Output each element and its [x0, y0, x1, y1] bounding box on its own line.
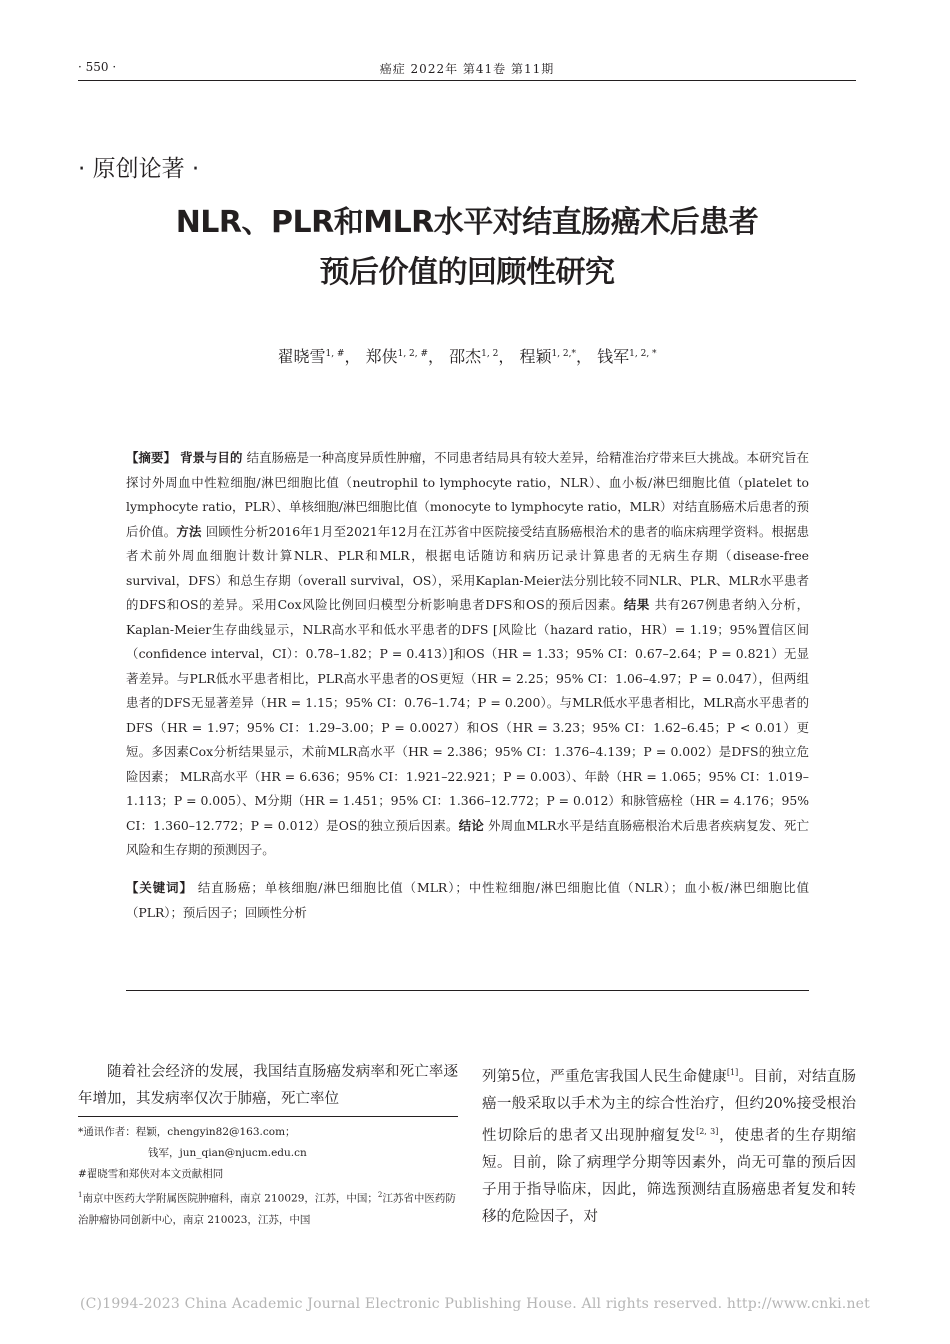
author-separator: ， — [344, 347, 361, 366]
citation: [2, 3] — [696, 1127, 719, 1136]
article-title — [78, 198, 856, 298]
body-text: 列第5位，严重危害我国人民生命健康 — [482, 1069, 727, 1085]
author-separator: ， — [576, 347, 593, 366]
author-separator: ， — [498, 347, 515, 366]
header-rule — [78, 80, 856, 81]
abstract-divider — [126, 990, 809, 991]
affiliations — [78, 1185, 458, 1231]
section-label: · 原创论著 · — [78, 156, 200, 182]
citation: [1] — [726, 1068, 739, 1077]
methods-label: 方法 — [176, 523, 202, 539]
author-affiliation: 1, 2, # — [397, 349, 429, 359]
affiliation-1: 南京中医药大学附属医院肿瘤科，南京 210029，江苏，中国； — [82, 1192, 378, 1205]
results-label: 结果 — [623, 597, 650, 612]
author-affiliation: 1, 2,* — [551, 349, 577, 359]
running-header — [78, 60, 856, 80]
body-text: ，使患者的生存期缩短。目前，除了病理学分期等因素外，尚无可靠的预后因子用于指导临床，因此，筛选预测结直肠癌患者复发和转移的危险因子，对 — [482, 1128, 857, 1225]
author-name: 钱军 — [597, 347, 630, 366]
corresponding-label: *通讯作者： — [78, 1126, 136, 1138]
affiliation-mark: 1 — [78, 1191, 83, 1199]
equal-contribution-text: #翟晓雪和郑侠对本文贡献相同 — [78, 1168, 224, 1180]
abstract-label: 【摘要】 — [126, 450, 176, 465]
author-list — [78, 344, 856, 367]
results-text: 共有267例患者纳入分析，Kaplan-Meier生存曲线显示，NLR高水平和低水平患者的DFS [风险比（hazard ratio，HR）= 1.19；95%置信区间（confidence interval，CI）：0.78–1.82；P = 0.413）]和OS（HR = 1.33；95% CI：0.67–2.64；P = 0.821）无显著差异。与PLR低水平患者相比，PLR高水平患者的OS更短（HR = 2.25；95% CI：1.06–4.97；P = 0.047），但两组患者的DFS无显著差异（HR = 1.15；95% CI：0.76–1.74；P = 0.200）。与MLR低水平患者相比，MLR高水平患者的DFS（HR = 1.97；95% CI：1.29–3.00；P = 0.0027）和OS（HR = 3.23；95% CI：1.62–6.45；P < 0.01）更短。多因素Cox分析结果显示，术前MLR高水平（HR = 2.386；95% CI：1.376–4.139；P = 0.002）是DFS的独立危险因素； MLR高水平（HR = 6.636；95% CI：1.921–22.921；P = 0.003）、年龄（HR = 1.065；95% CI：1.019–1.113；P = 0.005）、M分期（HR = 1.451；95% CI：1.366–12.772；P = 0.012）和脉管癌栓（HR = 4.176；95% CI：1.360–12.772；P = 0.012）是OS的独立预后因素。 — [126, 597, 809, 833]
corresponding-authors — [78, 1122, 458, 1164]
copyright-watermark: (C)1994-2023 China Academic Journal Electronic Publishing House. All rights reserved. http://www.cnki.net — [79, 1296, 870, 1312]
corresponding-author-1: 程颖，chengyin82@163.com； — [135, 1126, 296, 1138]
author-affiliation: 1, 2 — [481, 349, 499, 359]
page-number: · 550 · — [78, 60, 117, 74]
title-line-2: 预后价值的回顾性研究 — [319, 255, 615, 290]
author-name: 邵杰 — [449, 347, 482, 366]
equal-contribution-note — [78, 1164, 458, 1185]
body-text: 。目前，对结直肠癌一般采取以手术为主的综合性治疗，但约20%接受根治性切除后的患者又出现肿瘤复发 — [482, 1069, 856, 1144]
author-name: 翟晓雪 — [277, 347, 326, 366]
background-label: 背景与目的 — [180, 450, 243, 465]
keywords — [126, 876, 809, 925]
background-text: 结直肠癌是一种高度异质性肿瘤，不同患者结局具有较大差异，给精准治疗带来巨大挑战。本研究旨在探讨外周血中性粒细胞/淋巴细胞比值（neutrophil to lymphocyte ratio，NLR）、血小板/淋巴细胞比值（platelet to lymphocyte ratio，PLR）、单核细胞/淋巴细胞比值（monocyte to lymphocyte ratio，MLR）对结直肠癌术后患者的预后价值。 — [126, 450, 810, 539]
author-name: 郑侠 — [365, 347, 398, 366]
conclusion-label: 结论 — [458, 817, 484, 833]
footnote-rule — [78, 1116, 458, 1117]
body-column-right — [482, 1059, 856, 1231]
keywords-label: 【关键词】 — [126, 880, 193, 895]
affiliation-2: 江苏省中医药防治肿瘤协同创新中心，南京 210023，江苏，中国 — [78, 1192, 456, 1226]
abstract — [126, 446, 809, 863]
author-separator: ， — [428, 347, 445, 366]
author-name: 程颖 — [519, 347, 552, 366]
author-affiliation: 1, 2, * — [629, 349, 657, 359]
body-column-left — [78, 1059, 458, 1113]
keywords-text: 结直肠癌；单核细胞/淋巴细胞比值（MLR）；中性粒细胞/淋巴细胞比值（NLR）；血小板/淋巴细胞比值（PLR）；预后因子；回顾性分析 — [126, 880, 809, 920]
author-affiliation: 1, # — [325, 349, 345, 359]
body-paragraph — [482, 1059, 856, 1231]
title-line-1: NLR、PLR和MLR水平对结直肠癌术后患者 — [175, 205, 759, 240]
affiliation-mark: 2 — [377, 1191, 383, 1199]
methods-text: 回顾性分析2016年1月至2021年12月在江苏省中医院接受结直肠癌根治术的患者的临床病理学资料。根据患者术前外周血细胞计数计算NLR、PLR和MLR，根据电话随访和病历记录计算患者的无病生存期（disease-free survival，DFS）和总生存期（overall survival，OS），采用Kaplan-Meier法分别比较不同NLR、PLR、MLR水平患者的DFS和OS的差异。采用Cox风险比例回归模型分析影响患者DFS和OS的预后因素。 — [126, 523, 810, 612]
corresponding-author-2: 钱军，jun_qian@njucm.edu.cn — [148, 1147, 307, 1159]
conclusion-text: 外周血MLR水平是结直肠癌根治术后患者疾病复发、死亡风险和生存期的预测因子。 — [126, 817, 809, 857]
journal-issue: 癌症 2022年 第41卷 第11期 — [379, 62, 555, 76]
intro-paragraph: 随着社会经济的发展，我国结直肠癌发病率和死亡率逐年增加，其发病率仅次于肺癌，死亡率位 — [78, 1064, 458, 1107]
